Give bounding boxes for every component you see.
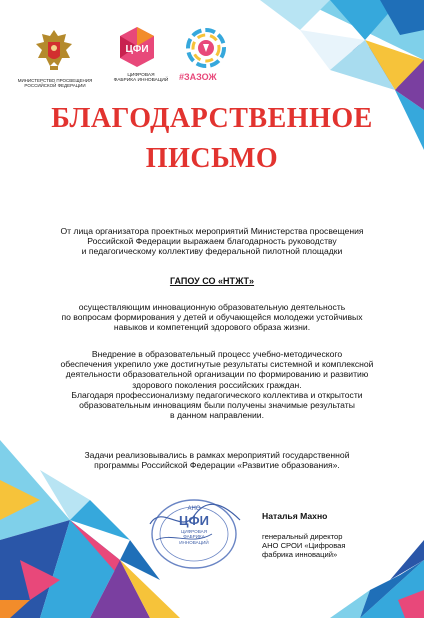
position-line: АНО СРОИ «Цифровая [262,541,346,550]
fabrika-mark: ЦФИ [125,44,149,55]
title-line-2: ПИСЬМО [145,143,279,174]
activity-paragraph [30,302,394,333]
result-line: в данном направлении. [170,410,264,421]
signatory-position [262,532,392,559]
intro-line: От лица организатора проектных мероприятий Министерства просвещения [60,226,364,236]
ministry-emblem-icon [28,26,80,76]
result-line: здорового поколения российских граждан. [132,379,302,390]
result-line: Благодаря профессионализму педагогического коллектива и открытости [71,389,363,400]
fabrika-logo-icon [114,24,160,70]
result-line: образовательным инновациям были получены значимые результаты [79,400,355,411]
activity-line: по вопросам формирования у детей и обучающейся молодежи устойчивых [61,312,363,323]
result-line: деятельности образовательной организации по формированию и развитию [65,369,369,380]
signatory-name: Наталья Махно [262,511,328,521]
ministry-caption: МИНИСТЕРСТВО ПРОСВЕЩЕНИЯ РОССИЙСКОЙ ФЕДЕРАЦИИ [17,78,93,88]
result-line: обеспечения укрепило уже достигнутые результаты системной и комплексной [60,359,374,370]
tasks-line: Задачи реализовывались в рамках мероприятий государственной [84,450,350,460]
title-line-1: БЛАГОДАРСТВЕННОЕ [51,103,373,134]
intro-line: и педагогическому коллективу федеральной пилотной площадки [81,246,343,257]
position-line: генеральный директор [262,532,343,541]
zazozh-tag: #ЗАЗОЖ [179,72,217,82]
stamp-top-text: АНО [187,506,201,512]
intro-paragraph [30,226,394,257]
organization-name: ГАПОУ СО «НТЖТ» [169,276,255,286]
tasks-paragraph [40,450,394,470]
result-paragraph [40,349,394,420]
stamp-mark: ЦФИ [179,513,209,528]
fabrika-caption: ЦИФРОВАЯ ФАБРИКА ИННОВАЦИЙ [113,73,169,83]
stamp-bottom-text: ЦИФРОВАЯ ФАБРИКА ИННОВАЦИЙ [179,529,209,545]
activity-line: осуществляющим инновационную образовательную деятельность [78,302,346,312]
activity-line: навыков и компетенций здорового образа жизни. [113,322,311,333]
intro-line: Российской Федерации выражаем благодарность руководству [87,236,337,247]
tasks-line: программы Российской Федерации «Развитие образования». [94,460,340,471]
position-line: фабрика инноваций» [262,550,338,559]
result-line: Внедрение в образовательный процесс учебно-методического [91,349,343,359]
zazozh-logo-icon [184,26,228,70]
